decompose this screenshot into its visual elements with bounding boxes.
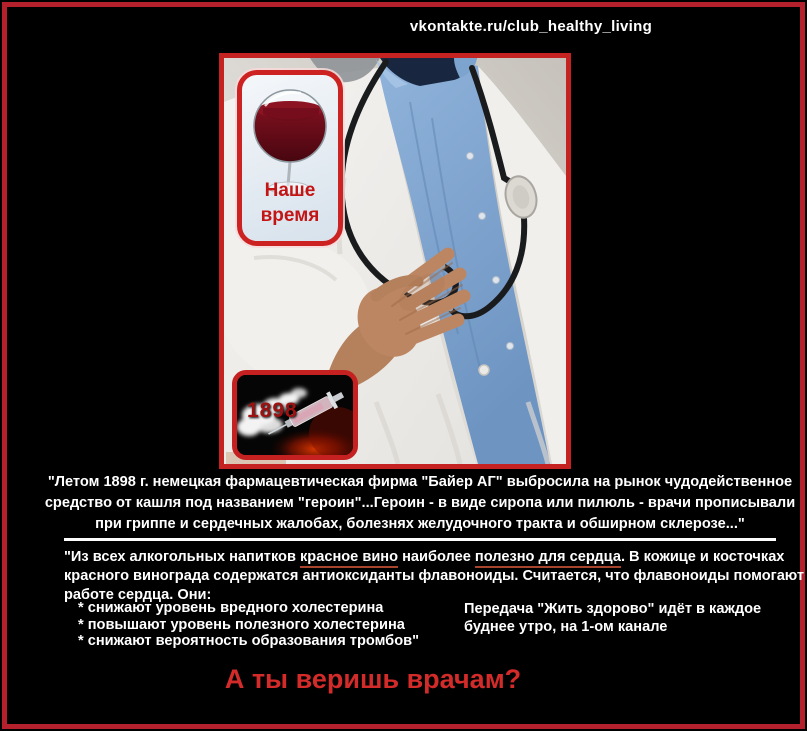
wine-paragraph (64, 548, 804, 605)
wine-par-seg1: "Из всех алкогольных напитков (64, 549, 300, 565)
wine-par-seg2: наиболее (398, 549, 475, 565)
benefit-bullet-list (78, 600, 419, 650)
heroin-paragraph-line2: средство от кашля под названием "героин"...Героин - в виде сиропа или пилюль - врачи прописывали (44, 495, 796, 511)
doctor-photo (219, 53, 571, 469)
bullet-item: * снижают вероятность образования тромбов" (78, 633, 420, 649)
wine-par-underlined1: красное вино (300, 549, 398, 568)
bullet-item: * повышают уровень полезного холестерина (78, 616, 405, 633)
bullet-item: * снижают уровень вредного холестерина (78, 600, 384, 616)
year-1898-label: 1898 (247, 399, 298, 422)
wine-badge-line1: Наше (264, 180, 316, 201)
tv-note-line2: буднее утро, на 1-ом канале (464, 618, 668, 635)
wine-paragraph-line2: красного винограда содержатся антиоксиданты флавоноиды. Считается, что флавоноиды помогают (64, 568, 805, 584)
heroin-paragraph-line3: при гриппе и сердечных жалобах, болезнях желудочного тракта и обширном склерозе..." (95, 516, 745, 532)
wine-paragraph-line1 (64, 548, 804, 567)
divider-line (64, 538, 776, 541)
heroin-paragraph-line1: "Летом 1898 г. немецкая фармацевтическая фирма "Байер АГ" выбросила на рынок чудодейственное (47, 474, 793, 490)
wine-par-underlined2: полезно для сердца (475, 549, 621, 568)
tv-note-line1: Передача "Жить здорово" идёт в каждое (464, 601, 762, 617)
syringe-badge (232, 370, 358, 460)
vk-community-url: vkontakte.ru/club_healthy_living (409, 18, 653, 35)
wine-badge (237, 70, 343, 246)
tv-show-note (464, 601, 761, 636)
question-caption: А ты веришь врачам? (224, 664, 522, 694)
wine-badge-line2: время (260, 205, 320, 226)
wine-par-seg3: . В кожице и косточках (620, 549, 785, 565)
heroin-paragraph (40, 472, 800, 535)
wine-paragraph-line3: работе сердца. Они: (64, 587, 212, 603)
wine-badge-label (242, 178, 338, 228)
